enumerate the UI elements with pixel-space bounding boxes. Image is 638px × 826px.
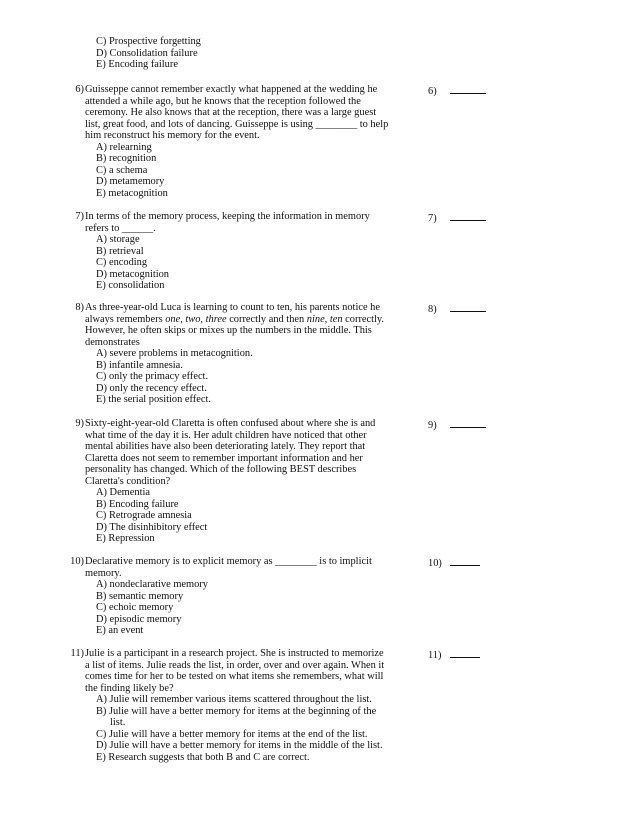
option: D) only the recency effect. (96, 382, 207, 394)
stem-line: refers to ______. (85, 222, 156, 234)
answer-blank[interactable] (450, 302, 486, 312)
stem-line: ceremony. He also knows that at the reception, there was a large guest (85, 107, 377, 119)
stem-line: However, he often skips or mixes up the numbers in the middle. This (85, 325, 372, 337)
carryover-options (96, 36, 201, 71)
question-number: 10) (70, 556, 84, 567)
stem-line: the finding likely be? (85, 682, 174, 694)
answer-blank[interactable] (450, 418, 486, 428)
answer-label: 6) (428, 86, 437, 97)
option: E) Encoding failure (96, 59, 178, 71)
stem-line: what time of the day it is. Her adult children have noticed that other (85, 429, 367, 441)
question-text (85, 418, 419, 545)
question-number: 6) (75, 84, 84, 95)
answer-label: 10) (428, 558, 442, 569)
answer-slot (428, 302, 486, 316)
option: A) Julie will remember various items scattered throughout the list. (96, 694, 372, 706)
answer-blank[interactable] (450, 556, 480, 566)
stem-line: Sixty-eight-year-old Claretta is often confused about where she is and (85, 418, 376, 429)
options-list (96, 348, 419, 406)
stem-line: attended a while ago, but he knows that the reception followed the (85, 95, 361, 107)
stem-line: As three-year-old Luca is learning to count to ten, his parents notice he (85, 302, 380, 313)
stem-line: comes time for her to be tested on what items she remembers, what will (85, 671, 384, 683)
option: D) Julie will have a better memory for items in the middle of the list. (96, 740, 383, 752)
answer-blank[interactable] (450, 84, 486, 94)
stem-line: In terms of the memory process, keeping the information in memory (85, 211, 370, 222)
stem-line: demonstrates (85, 336, 140, 348)
option: D) metacognition (96, 268, 170, 280)
option: D) metamemory (96, 176, 165, 188)
option: C) echoic memory (96, 602, 174, 614)
options-list (96, 487, 419, 545)
option: B) Encoding failure (96, 498, 179, 510)
italic-text: one, two, three (165, 313, 227, 325)
option: D) Consolidation failure (96, 47, 198, 59)
option: A) storage (96, 234, 140, 246)
stem-line: Guisseppe cannot remember exactly what happened at the wedding he (85, 84, 378, 95)
option: E) Repression (96, 533, 155, 545)
option: A) relearning (96, 141, 152, 153)
question-number: 8) (75, 302, 84, 313)
answer-slot (428, 556, 480, 570)
option: A) Dementia (96, 487, 150, 499)
stem-line: memory. (85, 567, 122, 579)
answer-blank[interactable] (450, 648, 480, 658)
question-text (85, 556, 419, 637)
option-continuation: list. (110, 717, 126, 729)
options-list (96, 142, 419, 200)
option: D) episodic memory (96, 613, 182, 625)
option: E) the serial position effect. (96, 394, 211, 406)
answer-slot (428, 418, 486, 432)
option: C) Julie will have a better memory for items at the end of the list. (96, 728, 368, 740)
question-number: 9) (75, 418, 84, 429)
option: B) retrieval (96, 245, 144, 257)
stem-line: Claretta's condition? (85, 475, 171, 487)
option: C) Retrograde amnesia (96, 510, 192, 522)
stem-line: always remembers one, two, three correctly and then nine, ten correctly. (85, 313, 385, 325)
answer-label: 8) (428, 304, 437, 315)
option: A) nondeclarative memory (96, 579, 208, 591)
answer-label: 9) (428, 420, 437, 431)
answer-slot (428, 211, 486, 225)
stem-line: a list of items. Julie reads the list, in order, over and over again. When it (85, 659, 385, 671)
option: C) a schema (96, 164, 148, 176)
option: D) The disinhibitory effect (96, 521, 208, 533)
options-list (96, 694, 419, 763)
question-text (85, 302, 419, 406)
option: E) metacognition (96, 187, 168, 199)
italic-text: nine, ten (306, 313, 343, 325)
question-text (85, 211, 419, 292)
option: C) Prospective forgetting (96, 36, 201, 47)
stem-line: Julie is a participant in a research project. She is instructed to memorize (85, 648, 384, 659)
options-list (96, 579, 419, 637)
option: E) an event (96, 625, 144, 637)
option: C) only the primacy effect. (96, 371, 209, 383)
stem-line: Declarative memory is to explicit memory as ________ is to implicit (85, 556, 372, 567)
options-list (96, 234, 419, 292)
option: E) consolidation (96, 280, 165, 292)
stem-line: mental abilities have also been deteriorating lately. They report that (85, 441, 366, 453)
question-text (85, 84, 419, 199)
option: B) semantic memory (96, 590, 184, 602)
answer-label: 7) (428, 213, 437, 224)
option: B) recognition (96, 153, 157, 165)
stem-line: list, great food, and lots of dancing. Guisseppe is using ________ to help (85, 118, 389, 130)
answer-blank[interactable] (450, 211, 486, 221)
stem-line: personality has changed. Which of the following BEST describes (85, 464, 357, 476)
question-text (85, 648, 419, 763)
stem-line: him reconstruct his memory for the event. (85, 130, 260, 142)
option: B) Julie will have a better memory for items at the beginning of the list. (96, 706, 419, 729)
option: B) infantile amnesia. (96, 359, 183, 371)
answer-slot (428, 84, 486, 98)
option: A) severe problems in metacognition. (96, 348, 253, 360)
option: E) Research suggests that both B and C are correct. (96, 751, 310, 763)
stem-line: Claretta does not seem to remember important information and her (85, 452, 363, 464)
question-number: 11) (70, 648, 84, 659)
answer-label: 11) (428, 650, 442, 661)
question-number: 7) (75, 211, 84, 222)
option: C) encoding (96, 257, 148, 269)
answer-slot (428, 648, 480, 662)
